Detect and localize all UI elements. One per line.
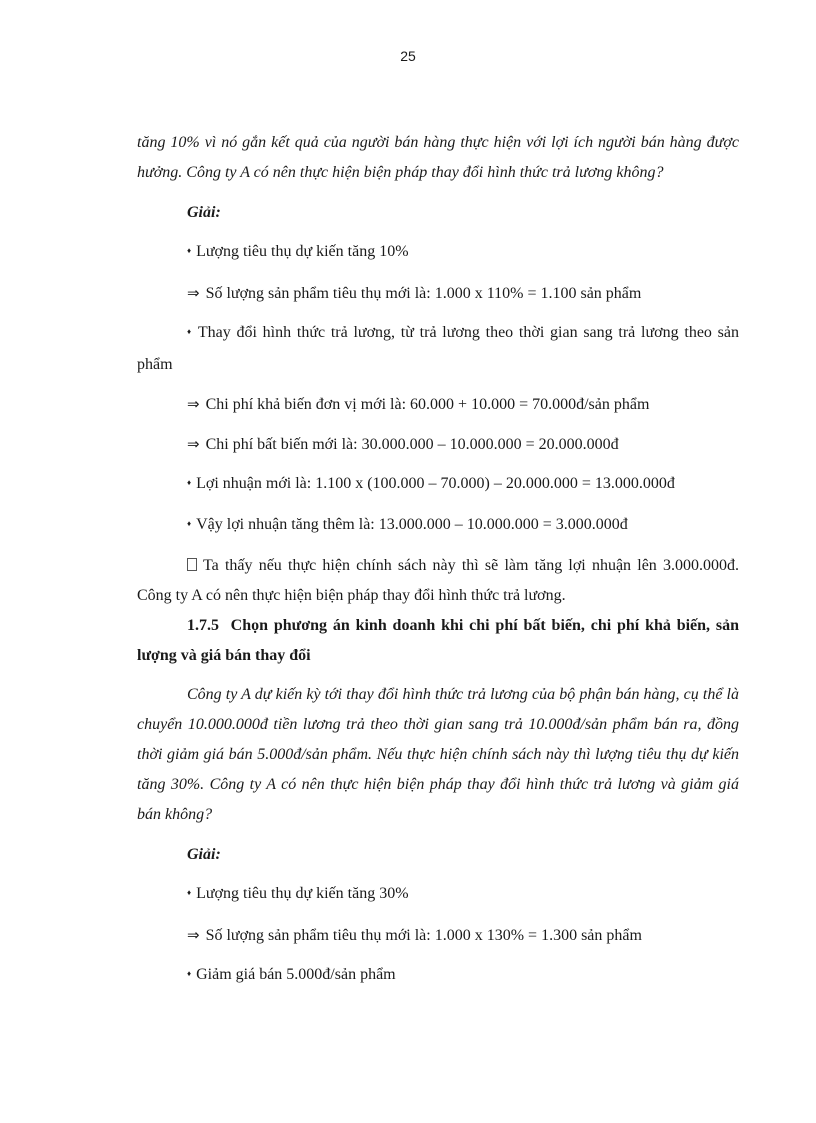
diamond-bullet-icon <box>187 516 196 533</box>
diamond-bullet-icon <box>187 885 196 902</box>
diamond-bullet-icon <box>187 243 196 260</box>
section-title: Chọn phương án kinh doanh khi chi phí bất biến, chi phí khả biến, sản lượng và giá bán thay đổi <box>137 617 740 664</box>
solution-line: ♦ Thay đổi hình thức trả lương, từ trả lương theo thời gian sang trả lương theo sản phẩm <box>137 318 739 380</box>
solution-conclusion: Ta thấy nếu thực hiện chính sách này thì sẽ làm tăng lợi nhuận lên 3.000.000đ. Công ty A có nên thực hiện biện pháp thay đổi hình thức trả lương. <box>137 557 739 604</box>
solution-line: ⇒ Chi phí bất biến mới là: 30.000.000 – 10.000.000 = 20.000.000đ <box>187 435 619 453</box>
solution-label: Giải: <box>187 846 221 863</box>
problem-paragraph: Công ty A dự kiến kỳ tới thay đổi hình thức trả lương của bộ phận bán hàng, cụ thể là chuyển 10.000.000đ tiền lương trả theo thời gian sang trả 10.000đ/sản phẩm bán ra, đồng thời giảm giá bán 5.000đ/sản phẩm. Nếu thực hiện chính sách này thì lượng tiêu thụ dự kiến tăng 30%. Công ty A có nên thực hiện biện pháp thay đổi hình thức trả lương và giảm giá bán không? <box>137 686 739 823</box>
implies-arrow-icon: ⇒ <box>187 435 200 453</box>
diamond-bullet-icon <box>187 324 198 341</box>
solution-line: ⇒ Chi phí khả biến đơn vị mới là: 60.000 + 10.000 = 70.000đ/sản phẩm <box>187 395 650 413</box>
section-heading <box>137 611 739 671</box>
solution-line: ⇒ Số lượng sản phẩm tiêu thụ mới là: 1.000 x 110% = 1.100 sản phẩm <box>187 284 642 302</box>
solution-line: ♦ Vậy lợi nhuận tăng thêm là: 13.000.000 – 10.000.000 = 3.000.000đ <box>137 510 739 542</box>
diamond-bullet-icon <box>187 966 196 983</box>
diamond-bullet-icon <box>187 475 196 492</box>
solution-line: ♦ Lượng tiêu thụ dự kiến tăng 30% <box>137 879 739 911</box>
implies-arrow-icon: ⇒ <box>187 395 200 413</box>
implies-arrow-icon: ⇒ <box>187 926 200 944</box>
solution-label: Giải: <box>187 204 221 221</box>
implies-arrow-icon: ⇒ <box>187 284 200 302</box>
solution-line: ♦ Lợi nhuận mới là: 1.100 x (100.000 – 70.000) – 20.000.000 = 13.000.000đ <box>137 469 739 501</box>
solution-line: ♦ Lượng tiêu thụ dự kiến tăng 10% <box>137 237 739 269</box>
placeholder-box-icon <box>187 558 197 571</box>
page-number: 25 <box>400 48 416 64</box>
solution-line: ♦ Giảm giá bán 5.000đ/sản phẩm <box>137 960 739 992</box>
document-body <box>137 128 739 992</box>
solution-line: ⇒ Số lượng sản phẩm tiêu thụ mới là: 1.000 x 130% = 1.300 sản phẩm <box>187 926 642 944</box>
section-number: 1.7.5 <box>187 617 219 634</box>
intro-paragraph: tăng 10% vì nó gắn kết quả của người bán hàng thực hiện với lợi ích người bán hàng được hưởng. Công ty A có nên thực hiện biện pháp thay đổi hình thức trả lương không? <box>137 134 739 181</box>
